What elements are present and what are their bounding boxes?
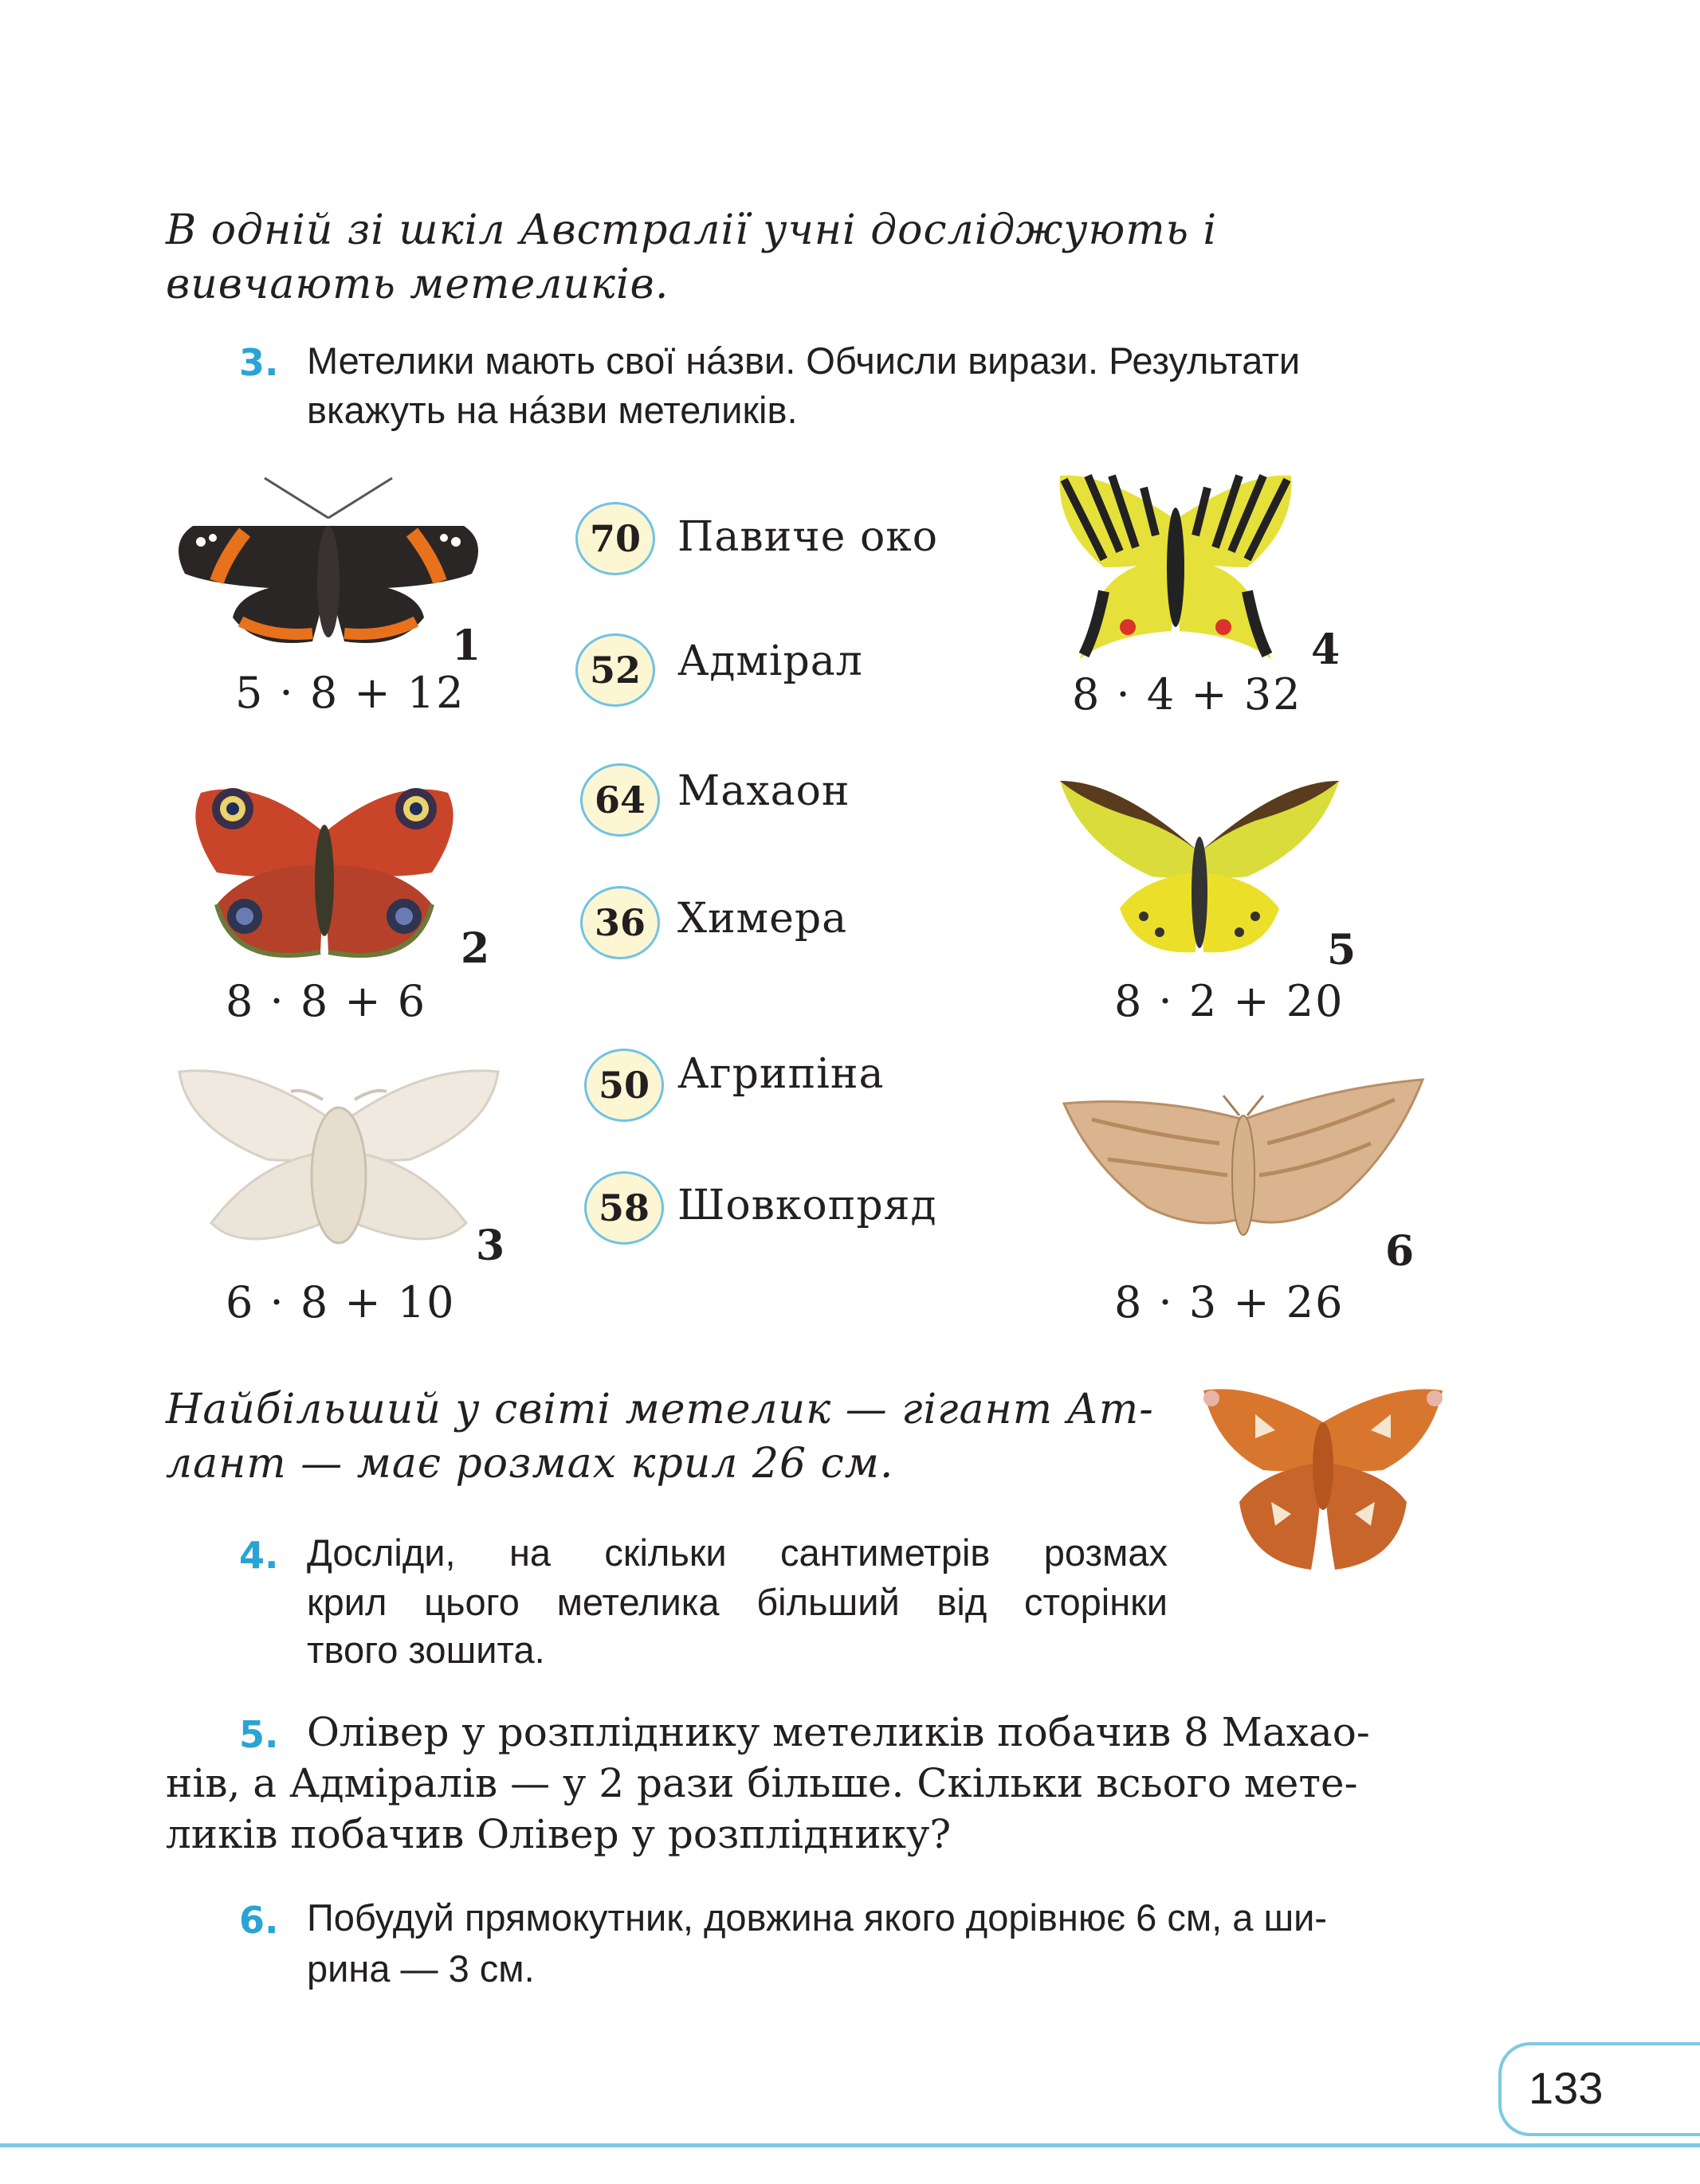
red-admiral-butterfly-icon xyxy=(169,470,488,653)
task-6-number: 6. xyxy=(239,1899,279,1942)
intro-text: В одній зі шкіл Австралії учні досліджують і вивчають метеликів. xyxy=(166,206,1218,308)
butterfly-5-expression: 8 · 2 + 20 xyxy=(1114,976,1345,1026)
task-3-line-1: Метелики мають свої нáзви. Обчисли вирази. Результати xyxy=(307,339,1301,382)
butterfly-1-number: 1 xyxy=(452,621,481,670)
butterfly-5-number: 5 xyxy=(1327,926,1356,974)
butterfly-3-expression: 6 · 8 + 10 xyxy=(226,1277,456,1327)
agrippina-butterfly-icon xyxy=(1056,773,1343,964)
atlas-fact-text xyxy=(166,1382,1170,1491)
butterfly-6-number: 6 xyxy=(1385,1227,1415,1276)
task-4-number: 4. xyxy=(239,1534,279,1577)
butterfly-4-number: 4 xyxy=(1311,625,1341,674)
task-5-line-1: Олівер у розпліднику метеликів побачив 8 Махао- xyxy=(307,1709,1370,1755)
answer-badge-64: 64 xyxy=(580,763,660,837)
atlas-fact-line-1: Найбільший у світі метелик — гігант Ат- xyxy=(166,1386,1154,1433)
butterfly-2-expression: 8 · 8 + 6 xyxy=(226,976,427,1026)
task-5-line-3: ликів побачив Олівер у розпліднику? xyxy=(166,1811,952,1857)
task-6-line-2: рина — 3 см. xyxy=(307,1947,535,1990)
task-4-line-3: твого зошита. xyxy=(307,1629,545,1671)
butterfly-2-number: 2 xyxy=(461,924,490,973)
answer-name-70: Павиче око xyxy=(677,513,939,561)
task-5-line-2: нів, а Адміралів — у 2 рази більше. Скільки всього мете- xyxy=(166,1760,1358,1806)
answer-badge-50: 50 xyxy=(584,1049,664,1122)
answer-badge-58: 58 xyxy=(584,1171,664,1245)
task-3-number: 3. xyxy=(239,341,279,384)
answer-name-52: Адмірал xyxy=(677,637,863,685)
chimera-moth-icon xyxy=(1060,1072,1427,1255)
task-3-line-2: вкажуть на нáзви метеликів. xyxy=(307,389,798,431)
butterfly-3-number: 3 xyxy=(476,1221,505,1270)
answer-badge-70: 70 xyxy=(575,502,655,575)
task-4-line-1: Досліди, на скільки сантиметрів розмах xyxy=(307,1531,1168,1574)
answer-badge-36: 36 xyxy=(580,886,660,959)
butterfly-4-expression: 8 · 4 + 32 xyxy=(1072,669,1302,720)
answer-name-58: Шовкопряд xyxy=(677,1182,937,1229)
silkworm-moth-icon xyxy=(171,1064,506,1263)
atlas-moth-icon xyxy=(1199,1382,1447,1574)
footer-divider xyxy=(0,2143,1700,2147)
butterfly-1-expression: 5 · 8 + 12 xyxy=(235,668,465,718)
peacock-butterfly-icon xyxy=(185,777,464,976)
answer-name-36: Химера xyxy=(677,895,848,943)
answer-name-64: Махаон xyxy=(677,767,850,815)
butterfly-6-expression: 8 · 3 + 26 xyxy=(1114,1277,1345,1327)
page-number: 133 xyxy=(1529,2063,1604,2113)
task-6-line-1: Побудуй прямокутник, довжина якого дорівнює 6 см, а ши- xyxy=(307,1896,1328,1939)
task-5-number: 5. xyxy=(239,1713,279,1756)
answer-name-50: Агрипіна xyxy=(677,1050,885,1098)
task-4-line-2: крил цього метелика більший від сторінки xyxy=(307,1581,1168,1623)
answer-badge-52: 52 xyxy=(575,633,655,707)
swallowtail-butterfly-icon xyxy=(1056,472,1295,663)
atlas-fact-line-2: лант — має розмах крил 26 см. xyxy=(166,1440,894,1488)
